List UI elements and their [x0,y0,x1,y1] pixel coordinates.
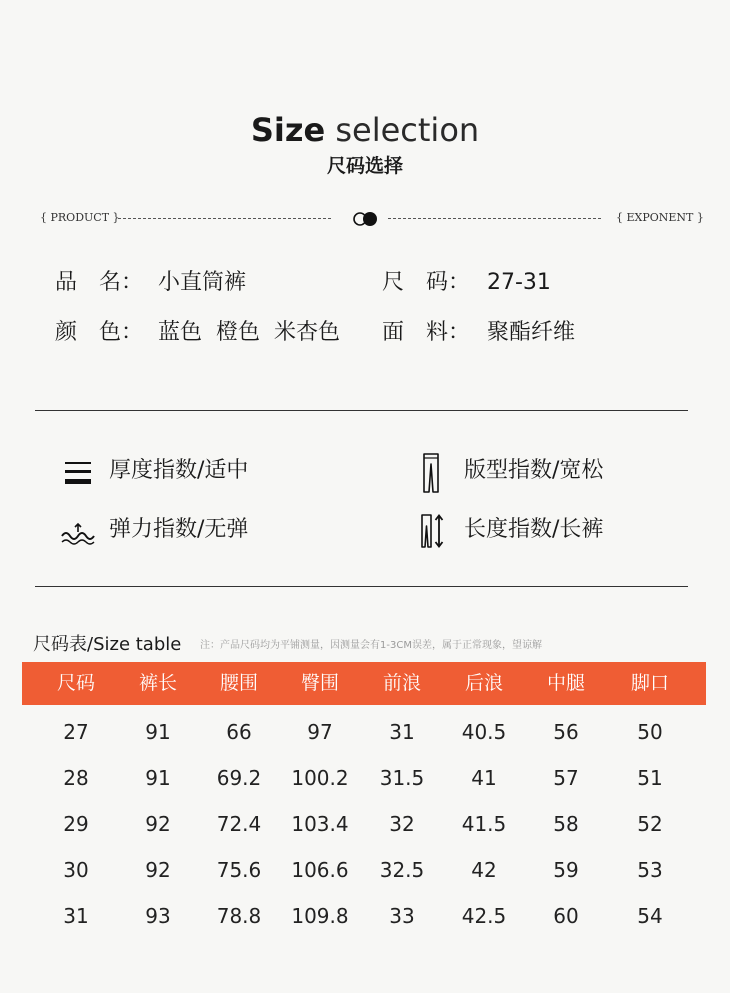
table-cell: 59 [553,858,579,882]
table-header-cell: 中腿 [546,672,585,694]
table-cell: 58 [553,812,579,836]
length-index: 长度指数/长裤 [464,517,604,542]
table-cell: 66 [226,720,252,744]
table-header-cell: 尺码 [56,672,95,694]
table-cell: 42 [471,858,497,882]
table-cell: 31 [389,720,415,744]
table-cell: 31 [63,904,89,928]
table-cell: 41.5 [461,812,507,836]
dashed-divider-left [118,218,331,219]
table-cell: 28 [63,766,89,790]
table-cell: 31.5 [379,766,425,790]
size-label: 尺 码： [382,270,471,295]
table-header-cell: 脚口 [630,672,669,694]
color-label: 颜 色： [55,320,144,345]
size-value: 27-31 [487,270,551,295]
material-value: 聚酯纤维 [487,320,576,345]
length-icon [418,512,446,550]
material-label: 面 料： [382,320,471,345]
table-cell: 52 [637,812,663,836]
table-header-cell: 后浪 [464,672,503,694]
table-cell: 33 [389,904,415,928]
table-cell: 78.8 [216,904,262,928]
thickness-index: 厚度指数/适中 [109,458,249,483]
table-cell: 29 [63,812,89,836]
table-cell: 75.6 [216,858,262,882]
size-table-title: 尺码表/Size table [33,634,182,655]
table-cell: 53 [637,858,663,882]
color-value: 蓝色 橙色 米杏色 [158,320,340,345]
exponent-tag: { EXPONENT } [616,211,704,224]
table-header-cell: 前浪 [382,672,421,694]
table-cell: 32.5 [379,858,425,882]
table-cell: 97 [307,720,333,744]
thickness-icon [63,456,95,488]
table-cell: 69.2 [216,766,262,790]
table-cell: 41 [471,766,497,790]
table-header-cell: 腰围 [219,672,258,694]
section-divider-top [35,410,688,411]
table-cell: 109.8 [291,904,349,928]
table-header-cell: 裤长 [138,672,177,694]
table-cell: 60 [553,904,579,928]
elasticity-index: 弹力指数/无弹 [109,517,249,542]
table-cell: 42.5 [461,904,507,928]
table-cell: 72.4 [216,812,262,836]
table-header-cell: 臀围 [300,672,339,694]
table-cell: 54 [637,904,663,928]
table-cell: 32 [389,812,415,836]
trousers-icon [415,452,447,494]
dashed-divider-right [388,218,601,219]
size-table-note: 注：产品尺码均为平铺测量，因测量会有1-3CM误差，属于正常现象，望谅解 [200,640,542,651]
table-cell: 50 [637,720,663,744]
dots-icon [351,209,381,229]
title-bold: Size [250,111,326,149]
table-cell: 92 [145,812,171,836]
name-value: 小直筒裤 [158,270,247,295]
page-subtitle: 尺码选择 [326,155,403,177]
title-light: selection [335,111,480,149]
table-cell: 103.4 [291,812,349,836]
name-label: 品 名： [55,270,144,295]
product-tag: { PRODUCT } [40,211,120,224]
table-cell: 51 [637,766,663,790]
table-cell: 100.2 [291,766,349,790]
table-cell: 92 [145,858,171,882]
table-cell: 93 [145,904,171,928]
table-cell: 106.6 [291,858,349,882]
table-cell: 27 [63,720,89,744]
table-cell: 57 [553,766,579,790]
table-cell: 56 [553,720,579,744]
elasticity-icon [60,516,96,548]
section-divider-bottom [35,586,688,587]
table-cell: 91 [145,766,171,790]
table-cell: 91 [145,720,171,744]
fit-index: 版型指数/宽松 [464,458,604,483]
page-title [0,110,730,150]
table-cell: 40.5 [461,720,507,744]
table-cell: 30 [63,858,89,882]
